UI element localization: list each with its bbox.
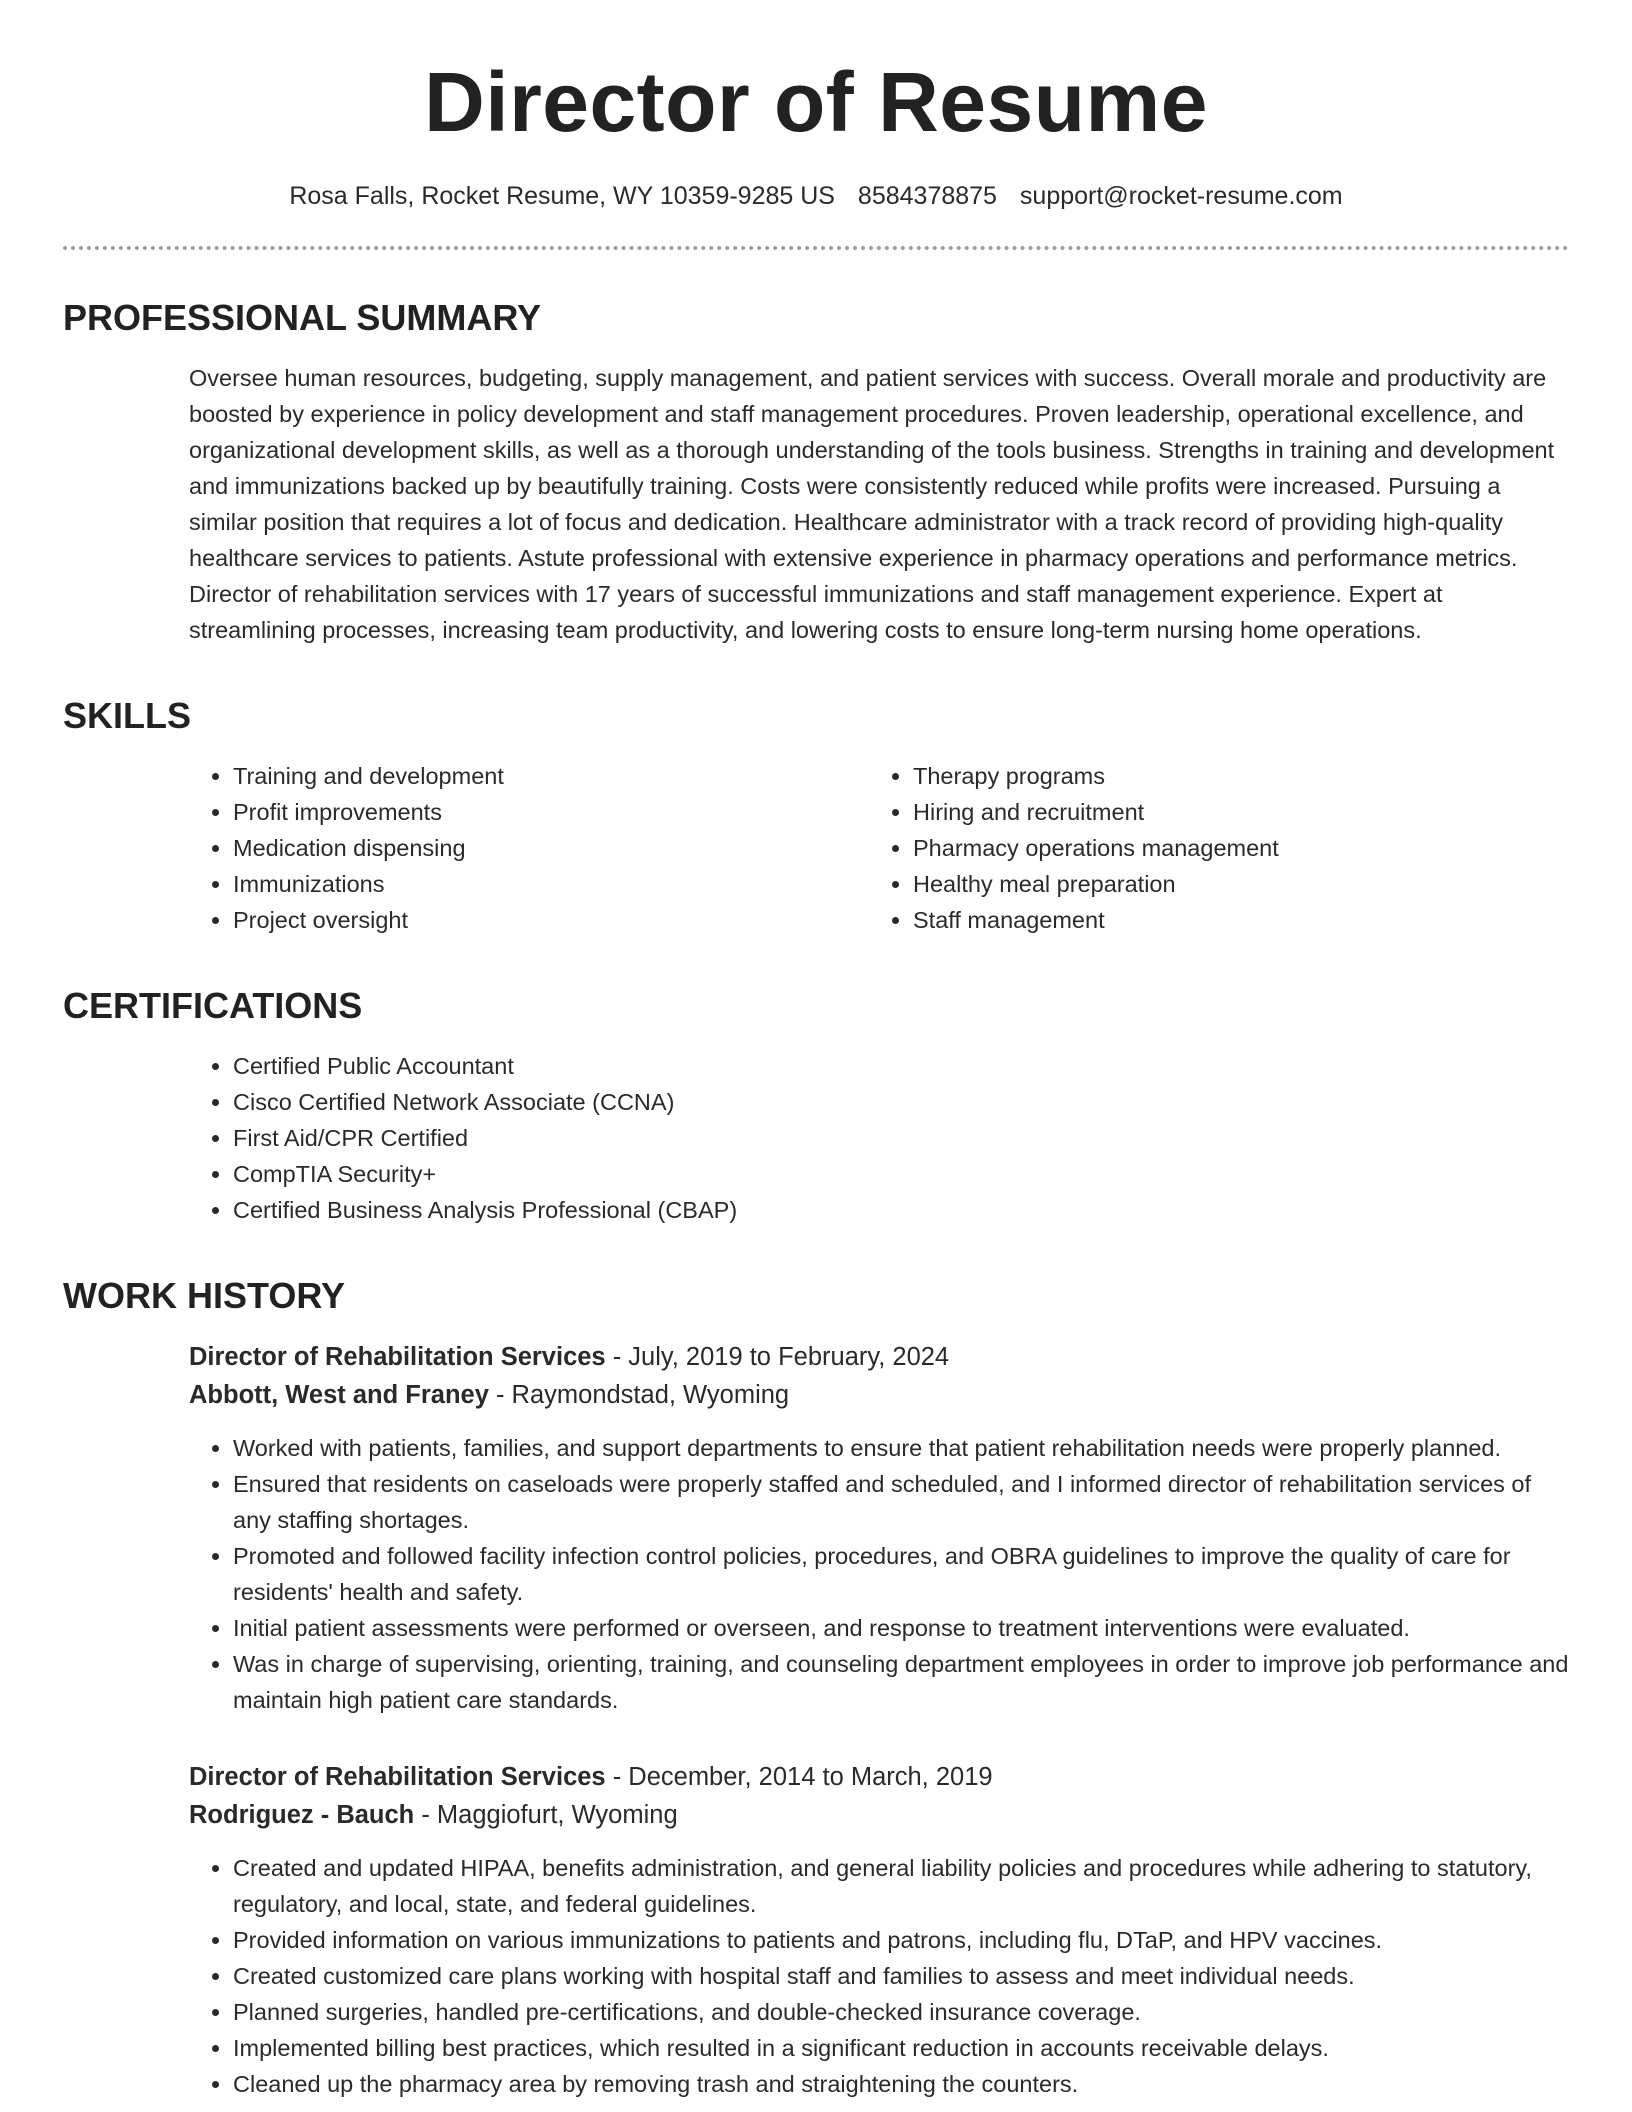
certifications-heading: CERTIFICATIONS [63, 985, 363, 1026]
contact-email: support@rocket-resume.com [1019, 182, 1343, 210]
work-history-section [189, 1338, 1569, 2102]
skill-item: • Hiring and recruitment [913, 794, 1549, 830]
skill-item: • Pharmacy operations management [913, 830, 1549, 866]
contact-line [63, 178, 1569, 214]
job-company-line [189, 1376, 1569, 1414]
skills-column-left [189, 758, 869, 938]
job-bullet: • Was in charge of supervising, orienting, training, and counseling department employees in order to improve job performance and maintain high patient care standards. [233, 1646, 1569, 1718]
job-bullet: • Planned surgeries, handled pre-certifications, and double-checked insurance coverage. [233, 1994, 1569, 2030]
job-dates: - December, 2014 to March, 2019 [605, 1763, 993, 1791]
skill-item: • Therapy programs [913, 758, 1549, 794]
job-entry [189, 1758, 1569, 2102]
job-bullet: • Worked with patients, families, and support departments to ensure that patient rehabilitation needs were properly planned. [233, 1430, 1569, 1466]
job-bullet: • Provided information on various immunizations to patients and patrons, including flu, DTaP, and HPV vaccines. [233, 1922, 1569, 1958]
skill-item: • Profit improvements [233, 794, 869, 830]
certifications-section [189, 1048, 1569, 1228]
work-history-heading: WORK HISTORY [63, 1275, 346, 1316]
job-entry [189, 1338, 1569, 1718]
skill-item: • Staff management [913, 902, 1549, 938]
job-bullet: • Created customized care plans working with hospital staff and families to assess and meet individual needs. [233, 1958, 1569, 1994]
job-title-line [189, 1338, 1569, 1376]
contact-phone: 8584378875 [857, 182, 997, 210]
skill-item: • Project oversight [233, 902, 869, 938]
resume-name: Director of Resume [424, 55, 1208, 149]
skill-item: • Medication dispensing [233, 830, 869, 866]
skill-item: • Healthy meal preparation [913, 866, 1549, 902]
job-title-line [189, 1758, 1569, 1796]
certification-item: • CompTIA Security+ [233, 1156, 1569, 1192]
job-company-line [189, 1796, 1569, 1834]
job-bullet: • Promoted and followed facility infection control policies, procedures, and OBRA guidelines to improve the quality of care for residents' health and safety. [233, 1538, 1569, 1610]
summary-text: Oversee human resources, budgeting, supply management, and patient services with success. Overall morale and productivity are boosted by experience in policy development and staff management procedures. Proven leadership, operational excellence, and organizational development skills, as well as a thorough understanding of the tools business. Strengths in training and development and immunizations backed up by beautifully training. Costs were consistently reduced while profits were increased. Pursuing a similar position that requires a lot of focus and dedication. Healthcare administrator with a track record of providing high-quality healthcare services to patients. Astute professional with extensive experience in pharmacy operations and performance metrics. Director of rehabilitation services with 17 years of successful immunizations and staff management experience. Expert at streamlining processes, increasing team productivity, and lowering costs to ensure long-term nursing home operations. [189, 365, 1555, 643]
job-bullet: • Cleaned up the pharmacy area by removing trash and straightening the counters. [233, 2066, 1569, 2102]
summary-section [189, 360, 1569, 648]
job-role: Director of Rehabilitation Services [189, 1343, 606, 1371]
job-role: Director of Rehabilitation Services [189, 1763, 606, 1791]
skills-heading: SKILLS [63, 695, 192, 736]
job-bullet: • Created and updated HIPAA, benefits administration, and general liability policies and procedures while adhering to statutory, regulatory, and local, state, and federal guidelines. [233, 1850, 1569, 1922]
skills-column-right [869, 758, 1549, 938]
skill-item: • Immunizations [233, 866, 869, 902]
certification-item: • Cisco Certified Network Associate (CCNA) [233, 1084, 1569, 1120]
job-company: Rodriguez - Bauch [189, 1801, 415, 1829]
job-bullet: • Implemented billing best practices, which resulted in a significant reduction in accounts receivable delays. [233, 2030, 1569, 2066]
job-dates: - July, 2019 to February, 2024 [605, 1343, 950, 1371]
job-bullet: • Ensured that residents on caseloads were properly staffed and scheduled, and I informed director of rehabilitation services of any staffing shortages. [233, 1466, 1569, 1538]
job-location: - Maggiofurt, Wyoming [414, 1801, 678, 1829]
header-divider [63, 246, 1569, 250]
summary-heading: PROFESSIONAL SUMMARY [63, 297, 542, 338]
job-location: - Raymondstad, Wyoming [488, 1381, 790, 1409]
job-company: Abbott, West and Franey [189, 1381, 489, 1409]
certification-item: • First Aid/CPR Certified [233, 1120, 1569, 1156]
skills-section [189, 758, 1569, 938]
certification-item: • Certified Business Analysis Professional (CBAP) [233, 1192, 1569, 1228]
certification-item: • Certified Public Accountant [233, 1048, 1569, 1084]
skill-item: • Training and development [233, 758, 869, 794]
job-bullet: • Initial patient assessments were performed or overseen, and response to treatment interventions were evaluated. [233, 1610, 1569, 1646]
contact-address: Rosa Falls, Rocket Resume, WY 10359-9285 US [289, 182, 835, 210]
